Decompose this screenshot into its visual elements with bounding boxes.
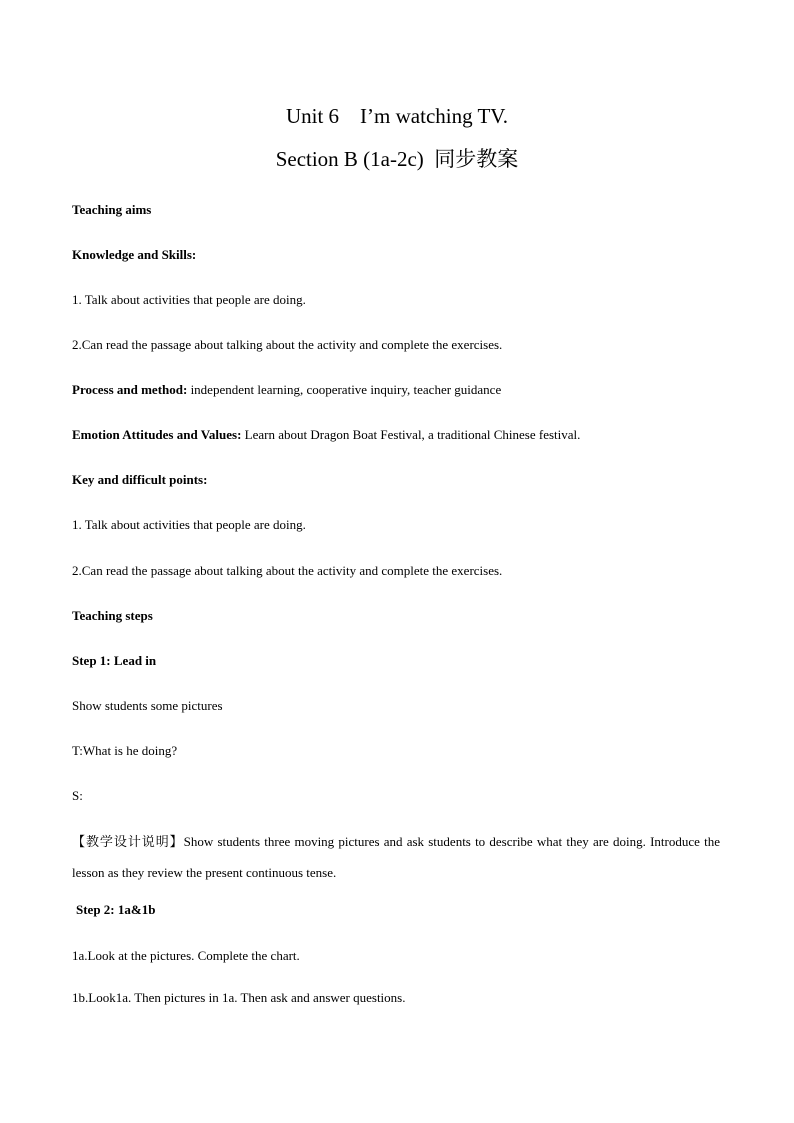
process-method-label: Process and method: — [72, 382, 188, 397]
step1-heading: Step 1: Lead in — [72, 653, 157, 668]
step2-line-2: 1b.Look1a. Then pictures in 1a. Then ask and answer questions. — [72, 990, 406, 1005]
key-points-item-1: 1. Talk about activities that people are doing. — [72, 517, 306, 532]
emotion-values-text: Learn about Dragon Boat Festival, a traditional Chinese festival. — [241, 427, 581, 442]
process-method-line — [72, 381, 501, 399]
emotion-values-label: Emotion Attitudes and Values: — [72, 427, 242, 442]
step1-line-3: S: — [72, 788, 83, 803]
aims-item-2: 2.Can read the passage about talking about the activity and complete the exercises. — [72, 337, 503, 352]
design-note-paragraph: 【教学设计说明】Show students three moving pictures and ask students to describe what they are doing. Introduce the lesson as they review the present continuous tense. — [72, 834, 720, 880]
teaching-aims-heading: Teaching aims — [72, 202, 152, 217]
teaching-steps-heading: Teaching steps — [72, 608, 153, 623]
key-points-heading: Key and difficult points: — [72, 472, 208, 487]
emotion-values-line — [72, 426, 580, 444]
step2-line-1: 1a.Look at the pictures. Complete the chart. — [72, 948, 300, 963]
step1-line-2: T:What is he doing? — [72, 743, 178, 758]
step2-heading: Step 2: 1a&1b — [76, 902, 156, 917]
knowledge-skills-heading: Knowledge and Skills: — [72, 247, 197, 262]
aims-item-1: 1. Talk about activities that people are doing. — [72, 292, 306, 307]
key-points-item-2: 2.Can read the passage about talking about the activity and complete the exercises. — [72, 563, 503, 578]
document-title: Unit 6 I’m watching TV. — [285, 104, 509, 128]
document-subtitle: Section B (1a-2c) 同步教案 — [275, 147, 519, 171]
process-method-text: independent learning, cooperative inquiry, teacher guidance — [187, 382, 502, 397]
step1-line-1: Show students some pictures — [72, 698, 223, 713]
